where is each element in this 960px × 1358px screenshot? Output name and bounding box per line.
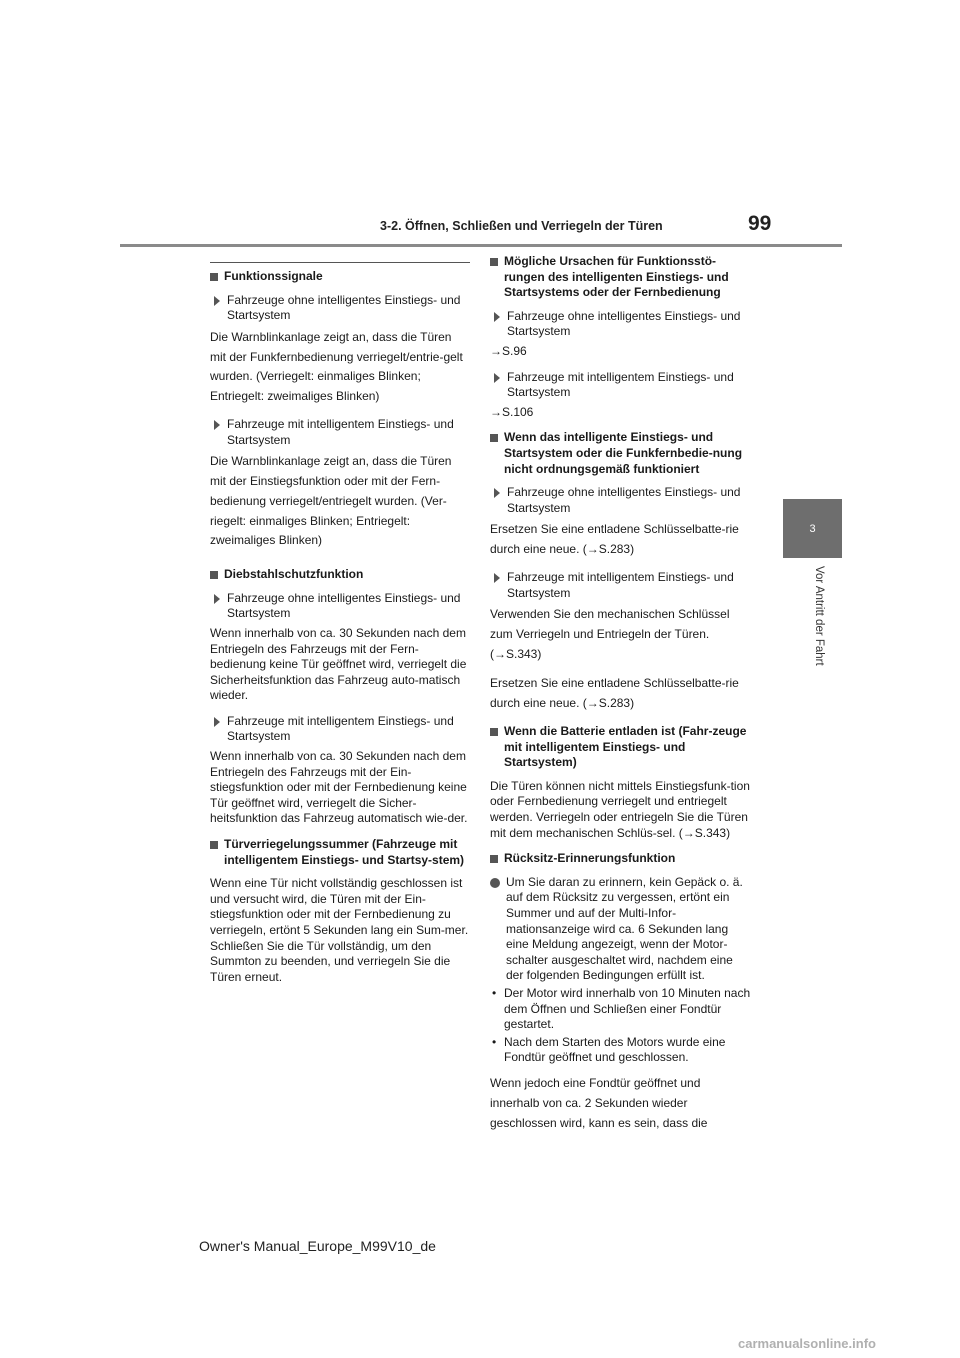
triangle-bullet-icon [494,488,500,498]
section-heading: Mögliche Ursachen für Funktionsstö-rungen des intelligenten Einstiegs- und Startsystems oder der Fernbedienung [490,254,752,301]
square-bullet-icon [490,855,498,863]
square-bullet-icon [490,728,498,736]
bullet-mark: • [492,1034,497,1049]
paragraph: Wenn eine Tür nicht vollständig geschlossen ist und versucht wird, die Türen mit der Ein-stiegsfunktion oder mit der Fernbedienung zu verriegeln, ertönt 5 Sekunden lang ein Sum-mer. Schließen Sie die Tür vollständig, um den Summton zu beenden, und verriegeln Sie die Türen erneut. [210,876,469,984]
paragraph: Ersetzen Sie eine entladene Schlüsselbatte-rie durch eine neue. (→S.283) [490,676,739,711]
subheading: Fahrzeuge mit intelligentem Einstiegs- und Startsystem [490,370,752,401]
section-heading: Rücksitz-Erinnerungsfunktion [490,851,752,867]
page-reference: →S.96 [490,343,527,358]
triangle-bullet-icon [214,420,220,430]
square-bullet-icon [210,841,218,849]
list-item: Um Sie daran zu erinnern, kein Gepäck o. ä. auf dem Rücksitz zu vergessen, ertönt ein Summer und auf der Multi-Infor-mationsanzeige wird ca. 6 Sekunden lang eine Meldung angezeigt, wenn der Motor-schalter ausgeschaltet wird, nachdem eine der folgenden Bedingungen erfüllt ist. [490,875,752,984]
bullet-mark: • [492,985,497,1000]
section-heading: Diebstahlschutzfunktion [210,567,470,583]
triangle-bullet-icon [214,594,220,604]
section-heading: Funktionssignale [210,269,470,285]
subheading: Fahrzeuge mit intelligentem Einstiegs- und Startsystem [210,714,470,745]
section-heading: Wenn das intelligente Einstiegs- und Startsystem oder die Funkfernbedie-nung nicht ordnungsgemäß funktioniert [490,430,752,477]
chapter-label: Vor Antritt der Fahrt [813,566,825,666]
section-heading: Türverriegelungssummer (Fahrzeuge mit intelligentem Einstiegs- und Startsy-stem) [210,837,470,868]
left-column [210,262,470,995]
chapter-tab [783,499,842,558]
paragraph: Wenn innerhalb von ca. 30 Sekunden nach dem Entriegeln des Fahrzeugs mit der Ein-stiegsfunktion oder mit der Fernbedienung keine Tür geöffnet wird, verriegelt die Sicher-heitsfunktion das Fahrzeug automatisch wie-der. [210,749,468,826]
triangle-bullet-icon [494,573,500,583]
triangle-bullet-icon [494,373,500,383]
section-title: 3-2. Öffnen, Schließen und Verriegeln der Türen [380,219,663,233]
section-heading: Wenn die Batterie entladen ist (Fahr-zeuge mit intelligentem Einstiegs- und Startsystem) [490,724,752,771]
subheading: Fahrzeuge mit intelligentem Einstiegs- und Startsystem [490,570,752,601]
square-bullet-icon [490,258,498,266]
footer-text: Owner's Manual_Europe_M99V10_de [199,1238,436,1254]
paragraph: Die Türen können nicht mittels Einstiegsfunk-tion oder Fernbedienung verriegelt und entriegelt werden. Verriegeln oder entriegeln Sie die Türen mit dem mechanischen Schlüs-sel. (→S.343) [490,778,750,840]
page-number: 99 [748,212,772,235]
paragraph: Verwenden Sie den mechanischen Schlüssel zum Verriegeln und Entriegeln der Türen. (→S.343) [490,607,730,661]
paragraph: Wenn innerhalb von ca. 30 Sekunden nach dem Entriegeln des Fahrzeugs mit der Fern-bedienung keine Tür geöffnet wird, verriegelt die Sicherheitsfunktion das Fahrzeug auto-matisch wieder. [210,625,467,703]
subheading: Fahrzeuge mit intelligentem Einstiegs- und Startsystem [210,417,470,448]
page-reference: →S.106 [490,404,534,419]
triangle-bullet-icon [214,717,220,727]
right-column [490,254,752,1143]
paragraph: Ersetzen Sie eine entladene Schlüsselbatte-rie durch eine neue. (→S.283) [490,522,739,557]
header-divider [120,244,842,247]
triangle-bullet-icon [214,296,220,306]
subheading: Fahrzeuge ohne intelligentes Einstiegs- und Startsystem [210,293,470,324]
subheading: Fahrzeuge ohne intelligentes Einstiegs- und Startsystem [210,591,470,622]
paragraph: Wenn jedoch eine Fondtür geöffnet und innerhalb von ca. 2 Sekunden wieder geschlossen wird, kann es sein, dass die [490,1075,708,1130]
chapter-tab-number: 3 [809,522,816,535]
paragraph: Die Warnblinkanlage zeigt an, dass die Türen mit der Funkfernbedienung verriegelt/entrie-gelt wurden. (Verriegelt: einmaliges Blinken; Entriegelt: zweimaliges Blinken) [210,329,463,404]
subheading: Fahrzeuge ohne intelligentes Einstiegs- und Startsystem [490,485,752,516]
paragraph: Die Warnblinkanlage zeigt an, dass die Türen mit der Einstiegsfunktion oder mit der Fern-bedienung verriegelt/entriegelt wurden. (Ver-riegelt: einmaliges Blinken; Entriegelt: zweimaliges Blinken) [210,454,452,548]
square-bullet-icon [210,571,218,579]
triangle-bullet-icon [494,312,500,322]
square-bullet-icon [490,434,498,442]
subheading: Fahrzeuge ohne intelligentes Einstiegs- und Startsystem [490,309,752,340]
watermark: carmanualsonline.info [738,1336,876,1351]
list-item: • Nach dem Starten des Motors wurde eine Fondtür geöffnet und geschlossen. [492,1034,726,1065]
circle-bullet-icon [490,878,500,888]
list-item: • Der Motor wird innerhalb von 10 Minuten nach dem Öffnen und Schließen einer Fondtür gestartet. [492,985,751,1032]
square-bullet-icon [210,273,218,281]
